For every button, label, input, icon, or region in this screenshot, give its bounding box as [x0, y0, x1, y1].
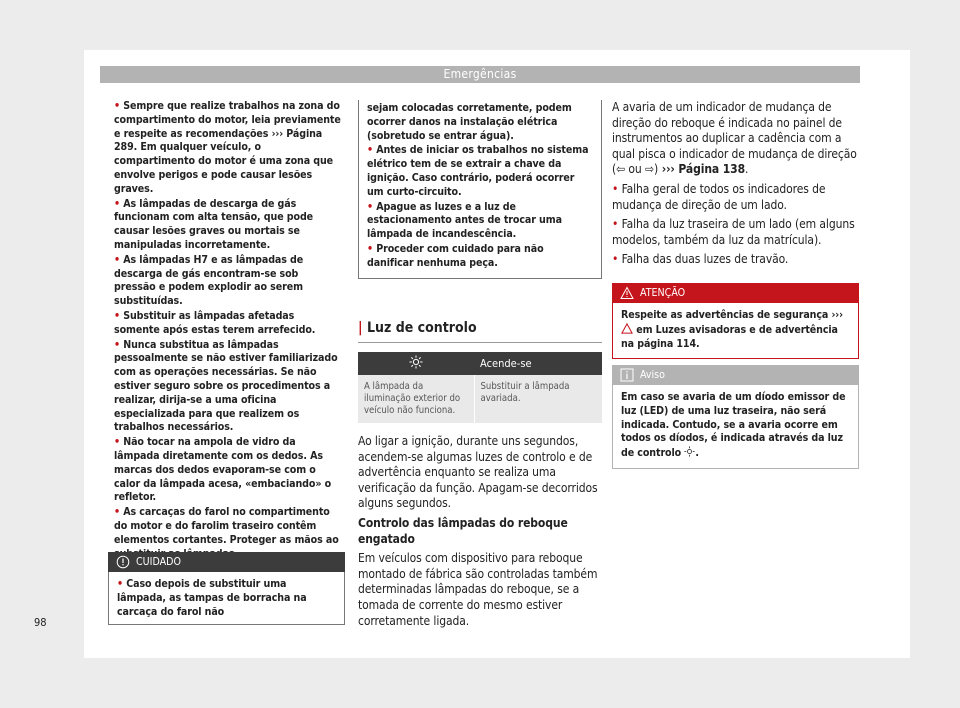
caution-box: [108, 552, 345, 625]
table-header-icon-cell: [358, 352, 474, 375]
turn-left-arrow-icon: ⇦: [616, 162, 626, 177]
control-light-table: [358, 352, 602, 423]
warning-bullet-list: [114, 100, 341, 561]
paragraph: A avaria de um indicador de mudança de direção do reboque é indicada no painel de instrumentos ao duplicar a cadência com a qual pisca o indicador de mudança de direção (⇦ ou ⇨) ››› Página 138.: [612, 100, 857, 177]
warning-body: Respeite as advertências de segurança ››› em Luzes avisadoras e de advertência na página 114.: [612, 303, 859, 359]
table-row: [358, 375, 602, 423]
bullet-icon: •: [367, 200, 373, 213]
page-ref-link[interactable]: ››› Página 289: [114, 127, 323, 154]
bullet-icon: •: [114, 338, 120, 351]
caution-body: [108, 572, 345, 625]
info-circle-icon: [116, 555, 130, 569]
warning-box: [612, 283, 859, 359]
column-left: [108, 100, 345, 618]
bullet-item: • As lâmpadas de descarga de gás funcionam com alta tensão, que pode causar lesões graves ou mortais se manipuladas incorretamente.: [114, 197, 314, 251]
table-header-row: [358, 352, 602, 375]
paragraph: Ao ligar a ignição, durante uns segundos, acendem-se algumas luzes de controlo e de advertência enquanto se realiza uma verificação da função. Apagam-se decorridos alguns segundos.: [358, 434, 598, 511]
column-middle: [358, 100, 602, 628]
bullet-item: • Falha da luz traseira de um lado (em alguns modelos, também da luz da matrícula).: [612, 217, 855, 247]
warning-header: ATENÇÃO: [612, 283, 859, 303]
table-cell-action: Substituir a lâmpada avariada.: [474, 375, 602, 423]
bullet-icon: •: [114, 100, 120, 112]
note-header: Aviso: [612, 365, 859, 385]
bullet-item: • Não tocar na ampola de vidro da lâmpada diretamente com os dedos. As marcas dos dedos evaporam-se com o calor da lâmpada acesa, «embaciando» o refletor.: [114, 436, 332, 504]
bullet-icon: •: [367, 144, 373, 157]
bullet-item: • Caso depois de substituir uma lâmpada, as tampas de borracha na carcaça do farol não: [117, 578, 307, 618]
body-text: [358, 434, 602, 633]
lamp-icon: [684, 446, 695, 457]
bullet-icon: •: [612, 181, 619, 196]
bullet-item: • Falha geral de todos os indicadores de mudança de direção de um lado.: [612, 181, 826, 212]
section-title: | Luz de controlo: [358, 320, 602, 343]
bullet-icon: •: [114, 506, 120, 519]
bullet-item: • As lâmpadas H7 e as lâmpadas de descarga de gás encontram-se sob pressão e podem explodir ao serem substituídas.: [114, 253, 304, 308]
column-right: [612, 100, 859, 460]
bullet-icon: •: [114, 309, 120, 322]
bullet-icon: •: [612, 217, 619, 232]
page-ref-arrows[interactable]: ›››: [831, 309, 843, 321]
paragraph: Em veículos com dispositivo para reboque montado de fábrica são controladas também determinadas lâmpadas do reboque, se a tomada de corrente do mesmo estiver corretamente ligada.: [358, 551, 598, 628]
bullet-item: • Sempre que realize trabalhos na zona do compartimento do motor, leia previamente e respeite as recomendações ››› Página 289. Em qualquer veículo, o compartimento do motor é uma zona que envolve perigos e pode causar lesões graves.: [114, 100, 341, 195]
bullet-item: • Antes de iniciar os trabalhos no sistema elétrico tem de se extrair a chave da ignição. Caso contrário, poderá ocorrer um curto-circuito.: [367, 144, 589, 198]
lamp-icon: [409, 355, 423, 369]
section-bar: |: [358, 320, 363, 336]
bullet-item: • Falha das duas luzes de travão.: [612, 252, 789, 267]
bullet-icon: •: [117, 578, 123, 590]
bullet-icon: •: [612, 252, 619, 267]
warning-triangle-icon: [620, 286, 634, 300]
bullet-item: • Apague as luzes e a luz de estacionamento antes de trocar uma lâmpada de incandescência.: [367, 200, 562, 241]
table-header-label: Acende-se: [474, 352, 602, 375]
info-icon: [620, 368, 634, 382]
note-box: [612, 365, 859, 469]
caution-continued-box: sejam colocadas corretamente, podem ocorrer danos na instalação elétrica (sobretudo se entrar água). • Antes de iniciar os trabalhos no sistema elétrico tem de se extrair a chave da ignição. Caso contrário, poderá ocorrer um curto-circuito. • Apague as luzes e a luz de estacionamento antes de trocar uma lâmpada de incandescência. • Proceder com cuidado para não danificar nenhuma peça.: [358, 100, 602, 279]
caution-header: CUIDADO: [108, 552, 345, 572]
table-cell-cause: A lâmpada da iluminação exterior do veículo não funciona.: [358, 375, 474, 423]
bullet-icon: •: [367, 242, 373, 255]
turn-right-arrow-icon: ⇨: [644, 162, 654, 177]
page-ref-link[interactable]: ››› Página 138: [658, 162, 745, 177]
bullet-icon: •: [114, 197, 120, 210]
bullet-item: • Proceder com cuidado para não danificar nenhuma peça.: [367, 242, 544, 269]
subheading: Controlo das lâmpadas do reboque engatado: [358, 515, 568, 546]
page-number: 98: [34, 616, 47, 629]
note-body: Em caso se avaria de um díodo emissor de luz (LED) de uma luz traseira, não será indicada. Contudo, se a avaria ocorre em todos os díodos, é indicada através da luz de controlo .: [612, 385, 859, 469]
bullet-item: • As carcaças do farol no compartimento do motor e do farolim traseiro contêm elementos cortantes. Proteger as mãos ao: [114, 506, 339, 546]
body-text: [612, 100, 859, 268]
bullet-item: • Substituir as lâmpadas afetadas somente após estas terem arrefecido.: [114, 309, 316, 336]
warning-triangle-icon: [621, 323, 633, 334]
bullet-item: • Nunca substitua as lâmpadas pessoalmente se não estiver familiarizado com as operações necessárias. Se não estiver seguro sobre os procedimentos a realizar, dirija-se a uma oficina especializada para que realizem os trabalhos necessários.: [114, 338, 338, 434]
bullet-icon: •: [114, 253, 120, 266]
bullet-icon: •: [114, 436, 120, 449]
page-header: Emergências: [100, 66, 860, 83]
warning-continued-box: [108, 100, 345, 561]
